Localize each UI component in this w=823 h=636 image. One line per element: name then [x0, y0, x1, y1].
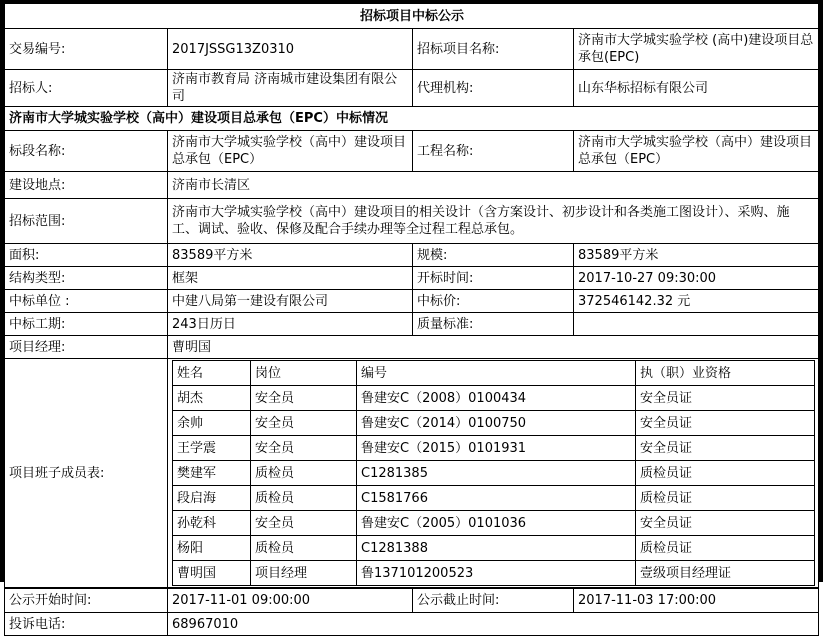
- team-member-row: [173, 461, 815, 486]
- trade-no-label: 交易编号:: [5, 29, 168, 70]
- team-member-row: [173, 386, 815, 411]
- agency-label: 代理机构:: [413, 70, 574, 107]
- scope-label: 招标范围:: [5, 199, 168, 244]
- section-name-row: [5, 131, 819, 172]
- team-member-number: 鲁建安C（2008）0100434: [357, 386, 636, 411]
- team-member-row: [173, 436, 815, 461]
- structure-type-value: 框架: [168, 267, 413, 290]
- project-manager-value: 曹明国: [168, 336, 819, 359]
- team-member-name: 孙乾科: [173, 511, 251, 536]
- publicity-row: [5, 588, 819, 613]
- complaint-phone-row: [5, 613, 819, 636]
- project-manager-row: [5, 336, 819, 359]
- agency-value: 山东华标招标有限公司: [574, 70, 819, 107]
- page-title: 招标项目中标公示: [5, 4, 819, 29]
- team-header-post: 岗位: [251, 361, 357, 386]
- project-manager-label: 项目经理:: [5, 336, 168, 359]
- complaint-phone-value: 68967010: [168, 613, 819, 636]
- scope-row: [5, 199, 819, 244]
- duration-value: 243日历日: [168, 313, 413, 336]
- trade-no-row: [5, 29, 819, 70]
- section-name-value: 济南市大学城实验学校（高中）建设项目总承包（EPC）: [168, 131, 413, 172]
- publicity-start-value: 2017-11-01 09:00:00: [168, 588, 413, 613]
- duration-row: [5, 313, 819, 336]
- works-name-value: 济南市大学城实验学校（高中）建设项目总承包（EPC）: [574, 131, 819, 172]
- announcement-table: [4, 3, 819, 636]
- team-member-row: [173, 561, 815, 586]
- project-name-value: 济南市大学城实验学校 (高中)建设项目总承包(EPC): [574, 29, 819, 70]
- team-member-post: 安全员: [251, 386, 357, 411]
- team-member-post: 项目经理: [251, 561, 357, 586]
- team-member-qualification: 质检员证: [636, 536, 815, 561]
- bid-price-value: 372546142.32 元: [574, 290, 819, 313]
- quality-standard-value: [574, 313, 819, 336]
- title-row: [5, 4, 819, 29]
- structure-type-label: 结构类型:: [5, 267, 168, 290]
- area-label: 面积:: [5, 244, 168, 267]
- winner-label: 中标单位 :: [5, 290, 168, 313]
- winner-row: [5, 290, 819, 313]
- team-member-name: 余帅: [173, 411, 251, 436]
- area-value: 83589平方米: [168, 244, 413, 267]
- area-row: [5, 244, 819, 267]
- location-row: [5, 172, 819, 199]
- team-member-post: 安全员: [251, 436, 357, 461]
- team-member-post: 质检员: [251, 536, 357, 561]
- tenderee-value: 济南市教育局 济南城市建设集团有限公司: [168, 70, 413, 107]
- winner-value: 中建八局第一建设有限公司: [168, 290, 413, 313]
- team-label: 项目班子成员表:: [5, 359, 168, 589]
- team-member-name: 樊建军: [173, 461, 251, 486]
- team-member-row: [173, 486, 815, 511]
- team-member-number: C1281388: [357, 536, 636, 561]
- section-header-row: [5, 107, 819, 131]
- location-label: 建设地点:: [5, 172, 168, 199]
- scope-value: 济南市大学城实验学校（高中）建设项目的相关设计（含方案设计、初步设计和各类施工图设计）、采购、施工、调试、验收、保修及配合手续办理等全过程工程总承包。: [168, 199, 819, 244]
- team-member-number: C1281385: [357, 461, 636, 486]
- team-header-name: 姓名: [173, 361, 251, 386]
- team-member-qualification: 安全员证: [636, 386, 815, 411]
- quality-standard-label: 质量标准:: [413, 313, 574, 336]
- duration-label: 中标工期:: [5, 313, 168, 336]
- team-header-number: 编号: [357, 361, 636, 386]
- scale-value: 83589平方米: [574, 244, 819, 267]
- bid-open-time-label: 开标时间:: [413, 267, 574, 290]
- trade-no-value: 2017JSSG13Z0310: [168, 29, 413, 70]
- team-member-name: 段启海: [173, 486, 251, 511]
- section-name-label: 标段名称:: [5, 131, 168, 172]
- team-member-number: 鲁137101200523: [357, 561, 636, 586]
- team-member-qualification: 安全员证: [636, 511, 815, 536]
- structure-row: [5, 267, 819, 290]
- team-member-name: 王学震: [173, 436, 251, 461]
- team-table-cell: [168, 359, 819, 589]
- scale-label: 规模:: [413, 244, 574, 267]
- publicity-end-label: 公示截止时间:: [413, 588, 574, 613]
- team-member-name: 杨阳: [173, 536, 251, 561]
- team-member-number: 鲁建安C（2014）0100750: [357, 411, 636, 436]
- team-member-name: 曹明国: [173, 561, 251, 586]
- team-member-row: [173, 536, 815, 561]
- team-member-post: 安全员: [251, 411, 357, 436]
- bid-open-time-value: 2017-10-27 09:30:00: [574, 267, 819, 290]
- team-table: [172, 360, 815, 586]
- works-name-label: 工程名称:: [413, 131, 574, 172]
- team-member-post: 质检员: [251, 486, 357, 511]
- tenderee-row: [5, 70, 819, 107]
- publicity-end-value: 2017-11-03 17:00:00: [574, 588, 819, 613]
- complaint-phone-label: 投诉电话:: [5, 613, 168, 636]
- team-member-row: [173, 411, 815, 436]
- team-member-row: [173, 511, 815, 536]
- project-name-label: 招标项目名称:: [413, 29, 574, 70]
- team-member-post: 安全员: [251, 511, 357, 536]
- team-row: [5, 359, 819, 589]
- team-header-qualification: 执（职）业资格: [636, 361, 815, 386]
- team-member-name: 胡杰: [173, 386, 251, 411]
- team-member-number: 鲁建安C（2015）0101931: [357, 436, 636, 461]
- bid-price-label: 中标价:: [413, 290, 574, 313]
- publicity-start-label: 公示开始时间:: [5, 588, 168, 613]
- team-header-row: [173, 361, 815, 386]
- location-value: 济南市长清区: [168, 172, 819, 199]
- team-member-qualification: 质检员证: [636, 461, 815, 486]
- team-member-qualification: 壹级项目经理证: [636, 561, 815, 586]
- team-member-qualification: 安全员证: [636, 436, 815, 461]
- team-member-qualification: 安全员证: [636, 411, 815, 436]
- team-member-number: C1581766: [357, 486, 636, 511]
- team-member-qualification: 质检员证: [636, 486, 815, 511]
- team-member-post: 质检员: [251, 461, 357, 486]
- tenderee-label: 招标人:: [5, 70, 168, 107]
- section-title: 济南市大学城实验学校（高中）建设项目总承包（EPC）中标情况: [5, 107, 819, 131]
- team-member-number: 鲁建安C（2005）0101036: [357, 511, 636, 536]
